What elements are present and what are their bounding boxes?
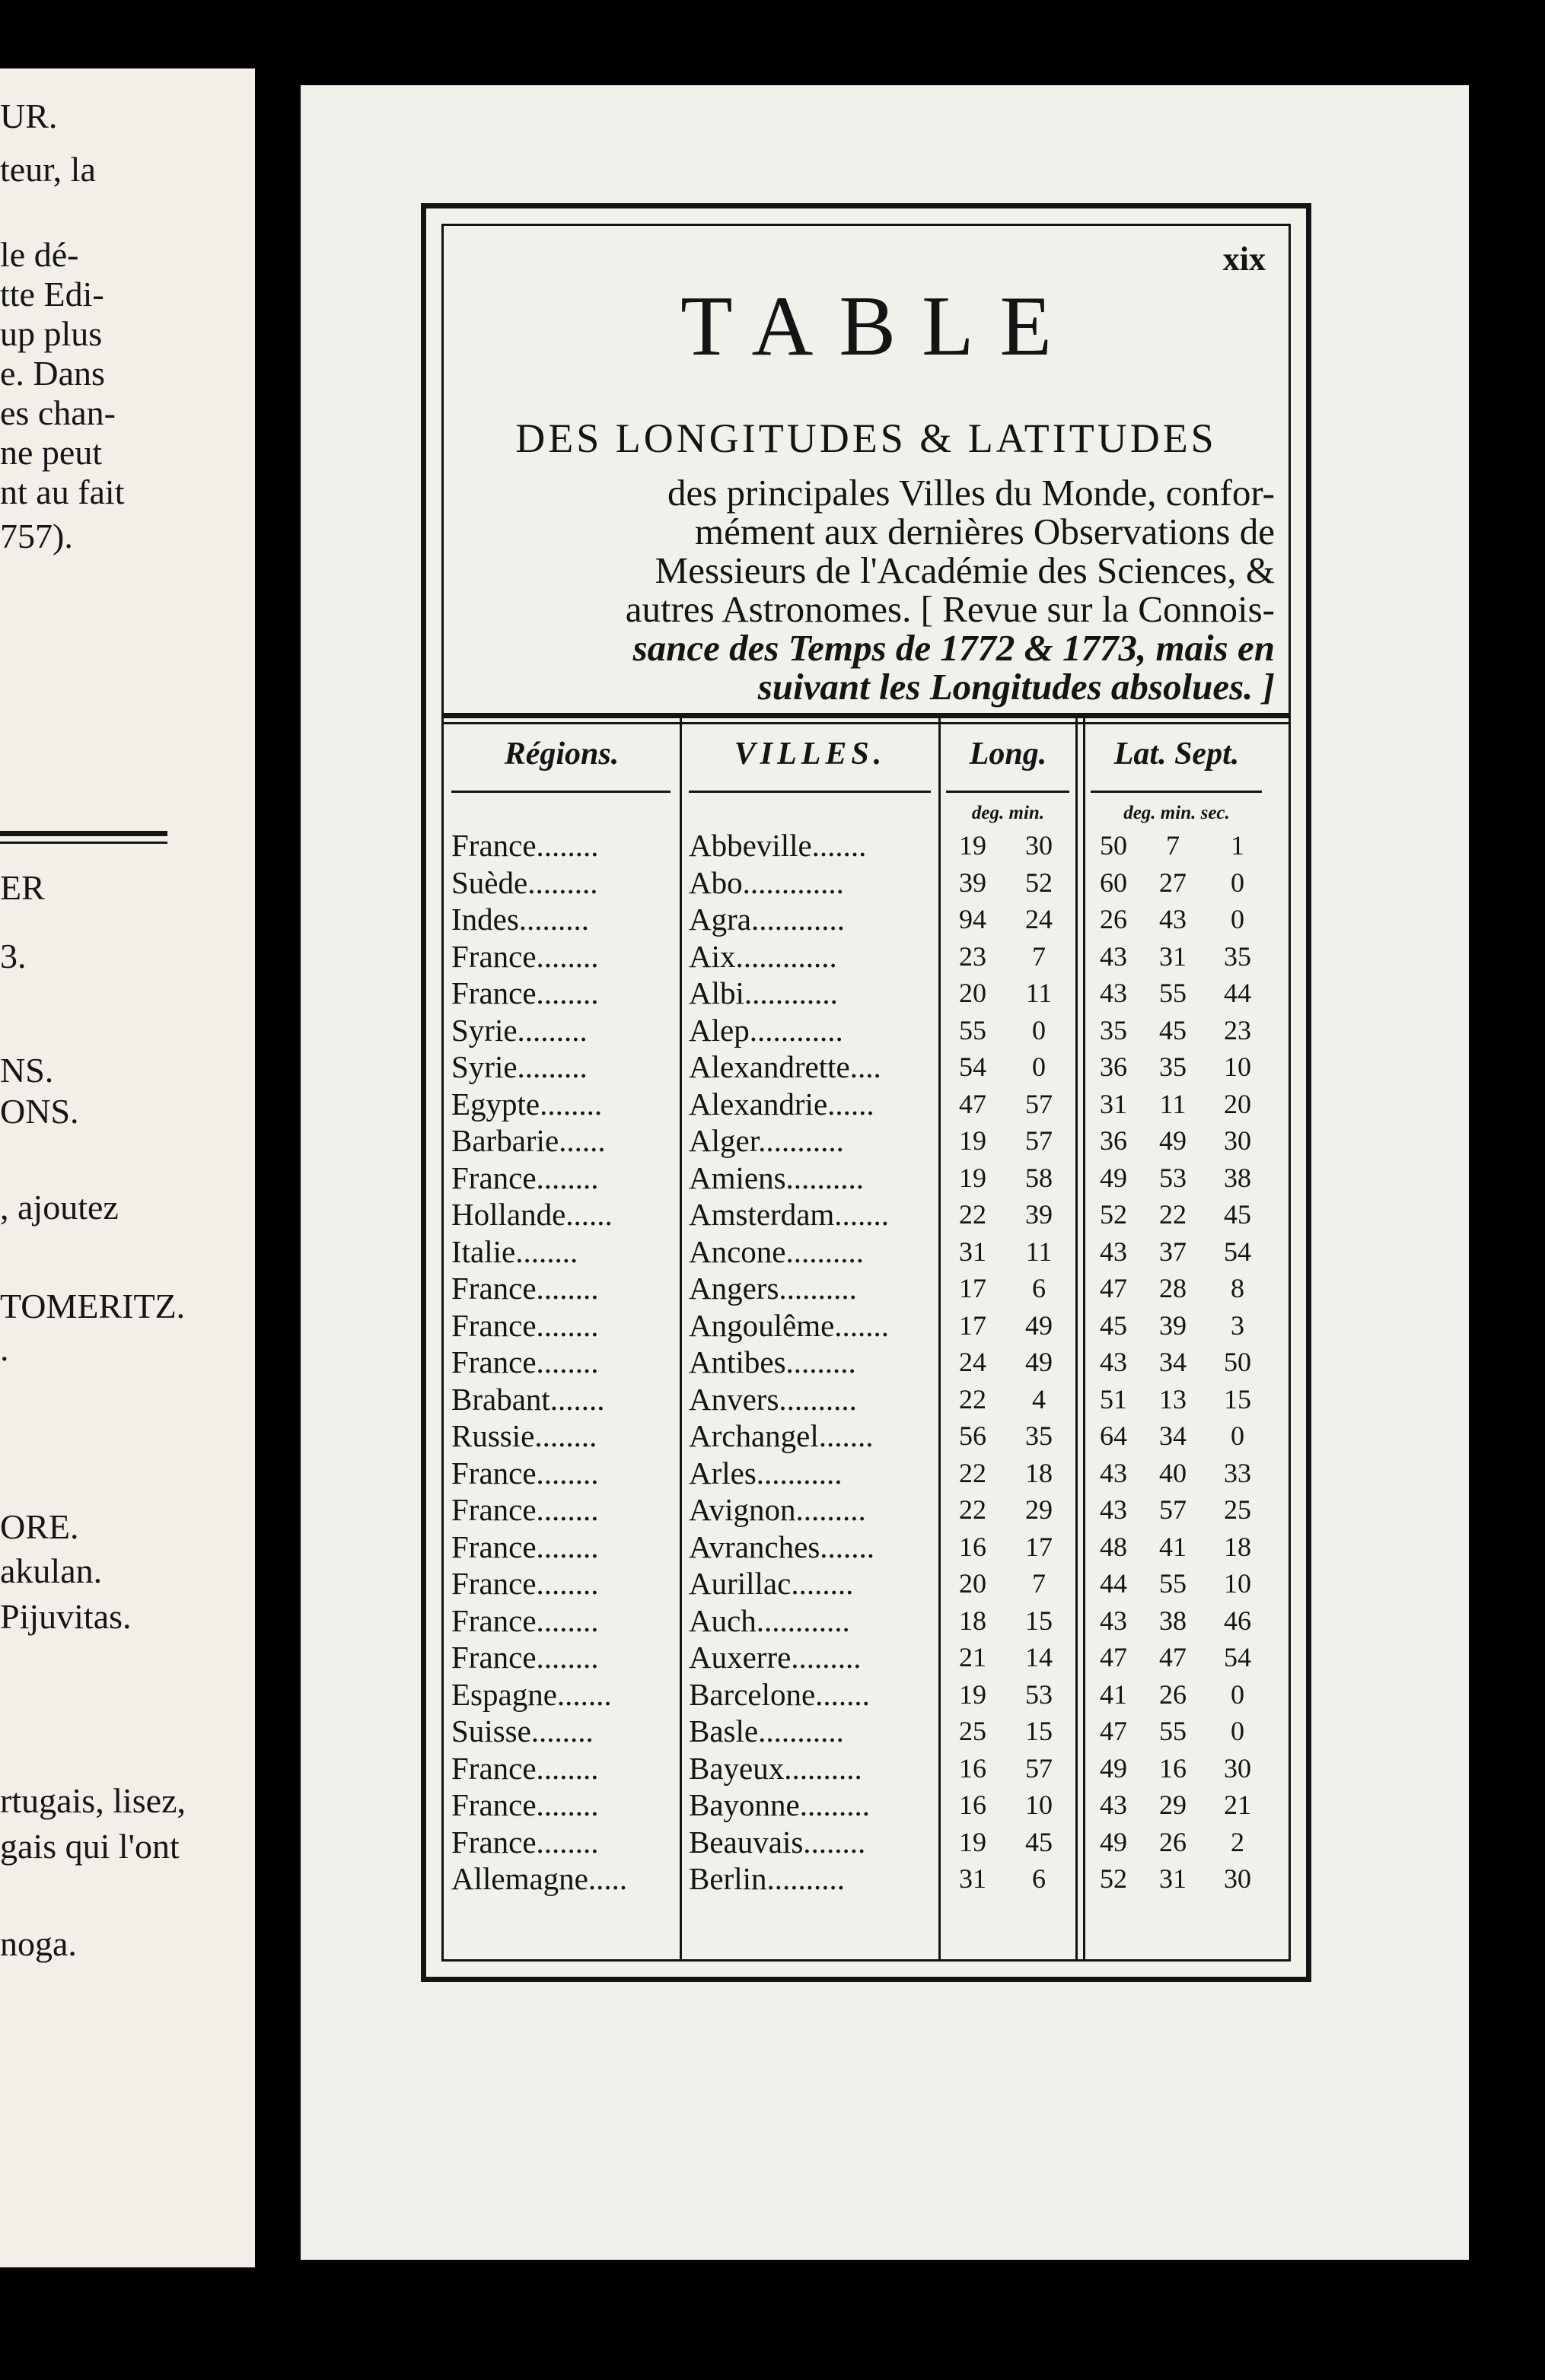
cell-region: Espagne.......	[451, 1676, 612, 1712]
cell-lat-min: 16	[1159, 1752, 1187, 1783]
cell-ville: Amsterdam.......	[689, 1197, 890, 1232]
cell-ville: Alger...........	[689, 1123, 844, 1158]
table-row	[444, 1491, 1289, 1529]
cell-long-min: 52	[1025, 867, 1053, 898]
cell-ville: Alexandrie......	[689, 1086, 874, 1122]
cell-lat-sec: 15	[1224, 1383, 1251, 1414]
table-row	[444, 1750, 1289, 1787]
cell-lat-min: 34	[1159, 1347, 1187, 1377]
cell-long-deg: 20	[959, 978, 986, 1008]
cell-long-min: 0	[1032, 1014, 1046, 1045]
cell-lat-min: 34	[1159, 1421, 1187, 1451]
cell-ville: Auch............	[689, 1602, 850, 1638]
cell-lat-sec: 30	[1224, 1752, 1251, 1783]
cell-ville: Abbeville.......	[689, 828, 867, 863]
left-page-line: , ajoutez	[0, 1188, 119, 1227]
cell-region: Suède.........	[451, 864, 598, 900]
cell-region: Suisse........	[451, 1713, 594, 1748]
cell-long-deg: 31	[959, 1236, 986, 1267]
cell-ville: Albi............	[689, 975, 838, 1010]
cell-lat-sec: 23	[1224, 1014, 1251, 1045]
cell-long-min: 15	[1025, 1605, 1053, 1636]
cell-lat-sec: 54	[1224, 1236, 1251, 1267]
table-row	[444, 1418, 1289, 1455]
cell-lat-sec: 30	[1224, 1125, 1251, 1156]
left-page-line: noga.	[0, 1924, 77, 1963]
cell-region: France........	[451, 938, 599, 974]
cell-lat-sec: 46	[1224, 1605, 1251, 1636]
cell-long-min: 15	[1025, 1716, 1053, 1746]
cell-lat-min: 29	[1159, 1790, 1187, 1820]
table-row	[444, 1160, 1289, 1197]
cell-lat-sec: 38	[1224, 1162, 1251, 1193]
left-page-line: ER	[0, 868, 45, 907]
table-row	[444, 1270, 1289, 1307]
cell-lat-deg: 26	[1100, 904, 1127, 934]
cell-lat-deg: 43	[1100, 1347, 1127, 1377]
table-row	[444, 938, 1289, 975]
cell-ville: Alep............	[689, 1012, 843, 1048]
cell-lat-min: 27	[1159, 867, 1187, 898]
cell-lat-deg: 43	[1100, 978, 1127, 1008]
cell-ville: Angers..........	[689, 1271, 857, 1306]
table-row	[444, 1565, 1289, 1602]
cell-lat-min: 11	[1159, 1088, 1187, 1119]
cell-region: Brabant.......	[451, 1381, 605, 1417]
cell-ville: Aix.............	[689, 938, 837, 974]
cell-long-min: 17	[1025, 1531, 1053, 1562]
cell-long-deg: 20	[959, 1568, 986, 1599]
cell-lat-sec: 0	[1231, 904, 1244, 934]
cell-region: France........	[451, 1640, 599, 1675]
cell-ville: Auxerre.........	[689, 1640, 862, 1675]
cell-long-deg: 54	[959, 1052, 986, 1082]
cell-long-min: 58	[1025, 1162, 1053, 1193]
header-underline	[689, 791, 931, 793]
cell-region: France........	[451, 1455, 599, 1491]
cell-lat-sec: 20	[1224, 1088, 1251, 1119]
page-number: xix	[1222, 240, 1266, 278]
cell-lat-deg: 43	[1100, 940, 1127, 972]
table-row	[444, 1012, 1289, 1049]
cell-lat-deg: 47	[1100, 1273, 1127, 1303]
cell-region: France........	[451, 1750, 599, 1786]
table-row	[444, 1086, 1289, 1123]
cell-long-deg: 19	[959, 1125, 986, 1156]
cell-lat-sec: 35	[1224, 940, 1251, 972]
cell-lat-min: 26	[1159, 1678, 1187, 1710]
table-row	[444, 1529, 1289, 1566]
cell-lat-min: 43	[1159, 904, 1187, 934]
header-underline	[946, 791, 1069, 793]
cell-long-min: 10	[1025, 1790, 1053, 1820]
cell-long-deg: 47	[959, 1088, 986, 1119]
left-page-line: ne peut	[0, 433, 103, 472]
table-frame	[421, 203, 1311, 1982]
cell-lat-sec: 25	[1224, 1494, 1251, 1525]
cell-lat-deg: 43	[1100, 1605, 1127, 1636]
cell-long-deg: 55	[959, 1014, 986, 1045]
cell-lat-min: 57	[1159, 1494, 1187, 1525]
cell-long-min: 4	[1032, 1383, 1046, 1414]
cell-long-deg: 16	[959, 1790, 986, 1820]
cell-region: Indes.........	[451, 902, 590, 937]
table-row	[444, 1676, 1289, 1713]
cell-lat-sec: 8	[1231, 1273, 1244, 1303]
left-page-rule	[0, 831, 167, 836]
table-row	[444, 1713, 1289, 1750]
cell-long-min: 6	[1032, 1863, 1046, 1894]
coordinates-table	[444, 226, 1289, 1959]
left-page-line: Pijuvitas.	[0, 1597, 132, 1636]
cell-region: Hollande......	[451, 1197, 613, 1232]
cell-lat-sec: 0	[1231, 1421, 1244, 1451]
left-page-rule-thin	[0, 842, 167, 844]
cell-lat-min: 35	[1159, 1052, 1187, 1082]
cell-long-min: 11	[1025, 1236, 1053, 1267]
cell-lat-min: 31	[1159, 940, 1187, 972]
cell-lat-sec: 44	[1224, 978, 1251, 1008]
cell-region: Egypte........	[451, 1086, 603, 1122]
cell-lat-deg: 47	[1100, 1642, 1127, 1672]
cell-lat-min: 47	[1159, 1642, 1187, 1672]
cell-long-deg: 19	[959, 1826, 986, 1857]
cell-lat-sec: 50	[1224, 1347, 1251, 1377]
left-page-line: NS.	[0, 1051, 54, 1090]
cell-lat-deg: 44	[1100, 1568, 1127, 1599]
table-row	[444, 1787, 1289, 1824]
cell-ville: Avignon.........	[689, 1492, 866, 1527]
table-row	[444, 901, 1289, 938]
cell-long-deg: 31	[959, 1863, 986, 1894]
cell-region: Syrie.........	[451, 1049, 588, 1084]
cell-lat-deg: 48	[1100, 1531, 1127, 1562]
left-page-line: e. Dans	[0, 354, 105, 393]
cell-lat-min: 45	[1159, 1014, 1187, 1045]
left-page-line: .	[0, 1329, 9, 1368]
cell-long-deg: 17	[959, 1273, 986, 1303]
cell-ville: Antibes.........	[689, 1344, 856, 1379]
table-row	[444, 1344, 1289, 1381]
table-row	[444, 1307, 1289, 1344]
table-row	[444, 1824, 1289, 1861]
cell-region: France........	[451, 1344, 599, 1379]
cell-long-deg: 19	[959, 830, 986, 861]
cell-lat-min: 55	[1159, 1568, 1187, 1599]
cell-lat-sec: 54	[1224, 1642, 1251, 1672]
table-row	[444, 1048, 1289, 1086]
description-line: mément aux dernières Observations de	[695, 511, 1275, 552]
cell-long-deg: 18	[959, 1605, 986, 1636]
cell-long-min: 24	[1025, 904, 1053, 934]
table-row	[444, 1233, 1289, 1271]
cell-ville: Archangel.......	[689, 1418, 874, 1453]
table-row	[444, 1122, 1289, 1160]
cell-region: France........	[451, 1566, 599, 1601]
description-line: sance des Temps de 1772 & 1773, mais en	[632, 627, 1275, 669]
cell-region: Italie........	[451, 1233, 578, 1269]
left-page-line: rtugais, lisez,	[0, 1781, 186, 1820]
cell-lat-deg: 43	[1100, 1494, 1127, 1525]
cell-long-deg: 24	[959, 1347, 986, 1377]
table-row	[444, 864, 1289, 902]
cell-ville: Bayonne.........	[689, 1787, 870, 1822]
cell-long-min: 45	[1025, 1826, 1053, 1857]
cell-long-min: 57	[1025, 1125, 1053, 1156]
cell-long-min: 35	[1025, 1421, 1053, 1451]
description-line: des principales Villes du Monde, confor-	[667, 472, 1275, 514]
left-page-line: es chan-	[0, 393, 116, 432]
cell-lat-deg: 41	[1100, 1678, 1127, 1710]
cell-ville: Aurillac........	[689, 1566, 854, 1601]
cell-lat-min: 31	[1159, 1863, 1187, 1894]
cell-ville: Avranches.......	[689, 1529, 875, 1564]
cell-region: France........	[451, 1787, 599, 1822]
cell-lat-sec: 33	[1224, 1457, 1251, 1488]
cell-region: Barbarie......	[451, 1123, 606, 1158]
cell-lat-sec: 1	[1231, 830, 1244, 861]
cell-ville: Barcelone.......	[689, 1676, 870, 1712]
cell-long-min: 29	[1025, 1494, 1053, 1525]
left-page-line: 757).	[0, 517, 73, 555]
cell-lat-min: 55	[1159, 978, 1187, 1008]
cell-long-deg: 19	[959, 1678, 986, 1710]
cell-lat-deg: 35	[1100, 1014, 1127, 1045]
table-row	[444, 1196, 1289, 1233]
cell-region: France........	[451, 1824, 599, 1860]
cell-long-min: 39	[1025, 1199, 1053, 1230]
cell-lat-deg: 47	[1100, 1716, 1127, 1746]
cell-lat-deg: 31	[1100, 1088, 1127, 1119]
cell-lat-deg: 51	[1100, 1383, 1127, 1414]
cell-lat-min: 40	[1159, 1457, 1187, 1488]
cell-lat-deg: 36	[1100, 1052, 1127, 1082]
cell-lat-min: 39	[1159, 1309, 1187, 1341]
cell-lat-sec: 10	[1224, 1052, 1251, 1082]
cell-long-deg: 22	[959, 1457, 986, 1488]
table-row	[444, 827, 1289, 864]
cell-lat-min: 55	[1159, 1716, 1187, 1746]
cell-lat-sec: 30	[1224, 1863, 1251, 1894]
cell-region: Allemagne.....	[451, 1861, 628, 1896]
cell-lat-min: 28	[1159, 1273, 1187, 1303]
cell-lat-min: 41	[1159, 1531, 1187, 1562]
cell-lat-sec: 45	[1224, 1199, 1251, 1230]
cell-lat-deg: 52	[1100, 1863, 1127, 1894]
cell-lat-deg: 49	[1100, 1752, 1127, 1783]
cell-lat-min: 22	[1159, 1199, 1187, 1230]
table-row	[444, 975, 1289, 1012]
cell-lat-min: 13	[1159, 1383, 1187, 1414]
cell-lat-sec: 0	[1231, 1716, 1244, 1746]
cell-ville: Arles...........	[689, 1455, 843, 1491]
page-title: TABLE	[680, 279, 1078, 374]
header-regions: Régions.	[504, 737, 620, 772]
cell-ville: Alexandrette....	[689, 1049, 881, 1084]
description-line: Messieurs de l'Académie des Sciences, &	[655, 549, 1275, 591]
cell-ville: Angoulême.......	[689, 1307, 890, 1343]
book-page	[301, 85, 1469, 2260]
left-page-fragment	[0, 68, 255, 2267]
cell-long-min: 7	[1032, 940, 1046, 972]
cell-long-deg: 17	[959, 1309, 986, 1341]
cell-lat-deg: 49	[1100, 1826, 1127, 1857]
description-line: autres Astronomes. [ Revue sur la Connois-	[625, 588, 1275, 630]
table-row	[444, 1860, 1289, 1898]
header-villes: VILLES.	[734, 737, 887, 772]
cell-long-deg: 23	[959, 940, 986, 972]
header-longitude: Long.	[969, 737, 1047, 772]
cell-long-deg: 16	[959, 1531, 986, 1562]
longitude-units: deg. min.	[971, 803, 1045, 823]
left-page-line: tte Edi-	[0, 275, 104, 313]
header-underline	[1091, 791, 1262, 793]
cell-long-min: 18	[1025, 1457, 1053, 1488]
cell-long-min: 49	[1025, 1347, 1053, 1377]
cell-region: France........	[451, 1160, 599, 1195]
cell-long-min: 0	[1032, 1052, 1046, 1082]
cell-ville: Anvers..........	[689, 1381, 857, 1417]
table-row	[444, 1455, 1289, 1492]
cell-long-deg: 22	[959, 1494, 986, 1525]
cell-lat-deg: 50	[1100, 830, 1127, 861]
cell-region: Russie........	[451, 1418, 597, 1453]
cell-lat-deg: 43	[1100, 1236, 1127, 1267]
cell-long-deg: 94	[959, 904, 986, 934]
cell-lat-deg: 36	[1100, 1125, 1127, 1156]
cell-ville: Amiens..........	[689, 1160, 865, 1195]
cell-lat-deg: 43	[1100, 1457, 1127, 1488]
cell-long-min: 30	[1025, 830, 1053, 861]
left-page-line: nt au fait	[0, 473, 125, 511]
cell-lat-min: 7	[1166, 830, 1180, 861]
cell-long-deg: 25	[959, 1716, 986, 1746]
cell-long-deg: 39	[959, 867, 986, 898]
cell-region: France........	[451, 1602, 599, 1638]
cell-lat-sec: 21	[1224, 1790, 1251, 1820]
left-page-line: up plus	[0, 314, 103, 353]
left-page-line: TOMERITZ.	[0, 1287, 186, 1325]
left-page-line: 3.	[0, 937, 27, 975]
cell-long-deg: 22	[959, 1199, 986, 1230]
cell-ville: Bayeux..........	[689, 1750, 862, 1786]
cell-lat-min: 38	[1159, 1605, 1187, 1636]
cell-ville: Agra............	[689, 902, 845, 937]
cell-region: France........	[451, 975, 599, 1010]
cell-long-min: 49	[1025, 1309, 1053, 1341]
cell-ville: Abo.............	[689, 864, 844, 900]
cell-long-min: 11	[1025, 978, 1053, 1008]
cell-lat-min: 49	[1159, 1125, 1187, 1156]
left-page-line: gais qui l'ont	[0, 1827, 180, 1866]
cell-ville: Berlin..........	[689, 1861, 845, 1896]
cell-lat-sec: 0	[1231, 867, 1244, 898]
cell-region: Syrie.........	[451, 1012, 588, 1048]
left-page-line: UR.	[0, 97, 58, 135]
cell-long-deg: 19	[959, 1162, 986, 1193]
left-page-line: ORE.	[0, 1507, 79, 1546]
cell-lat-sec: 10	[1224, 1568, 1251, 1599]
cell-long-min: 14	[1025, 1642, 1053, 1672]
left-page-line: akulan.	[0, 1551, 103, 1590]
cell-long-deg: 56	[959, 1421, 986, 1451]
cell-lat-deg: 45	[1100, 1309, 1127, 1341]
cell-lat-deg: 43	[1100, 1790, 1127, 1820]
latitude-units: deg. min. sec.	[1123, 803, 1230, 823]
cell-long-min: 57	[1025, 1088, 1053, 1119]
cell-long-min: 6	[1032, 1273, 1046, 1303]
cell-long-min: 57	[1025, 1752, 1053, 1783]
cell-lat-sec: 2	[1231, 1826, 1244, 1857]
left-page-line: ONS.	[0, 1092, 79, 1131]
cell-lat-deg: 49	[1100, 1162, 1127, 1193]
page-subtitle: DES LONGITUDES & LATITUDES	[515, 415, 1217, 461]
cell-long-min: 53	[1025, 1678, 1053, 1710]
cell-region: France........	[451, 1492, 599, 1527]
cell-region: France........	[451, 1529, 599, 1564]
left-page-line: le dé-	[0, 235, 79, 274]
table-frame-inner	[441, 224, 1291, 1962]
cell-lat-sec: 0	[1231, 1678, 1244, 1710]
table-row	[444, 1381, 1289, 1418]
cell-region: France........	[451, 1271, 599, 1306]
cell-ville: Basle...........	[689, 1713, 844, 1748]
cell-region: France........	[451, 828, 599, 863]
cell-lat-sec: 18	[1224, 1531, 1251, 1562]
cell-long-deg: 21	[959, 1642, 986, 1672]
table-row	[444, 1639, 1289, 1676]
cell-lat-deg: 64	[1100, 1421, 1127, 1451]
cell-long-deg: 16	[959, 1752, 986, 1783]
cell-lat-sec: 3	[1231, 1309, 1244, 1341]
cell-lat-deg: 52	[1100, 1199, 1127, 1230]
cell-lat-min: 26	[1159, 1826, 1187, 1857]
cell-lat-deg: 60	[1100, 867, 1127, 898]
header-latitude: Lat. Sept.	[1113, 737, 1240, 772]
cell-ville: Ancone..........	[689, 1233, 865, 1269]
cell-lat-min: 37	[1159, 1236, 1187, 1267]
left-page-line: teur, la	[0, 150, 96, 189]
table-row	[444, 1602, 1289, 1640]
header-underline	[451, 791, 671, 793]
cell-long-min: 7	[1032, 1568, 1046, 1599]
cell-lat-min: 53	[1159, 1162, 1187, 1193]
cell-ville: Beauvais........	[689, 1824, 866, 1860]
cell-long-deg: 22	[959, 1383, 986, 1414]
description-line: suivant les Longitudes absolues. ]	[757, 666, 1275, 708]
cell-region: France........	[451, 1307, 599, 1343]
